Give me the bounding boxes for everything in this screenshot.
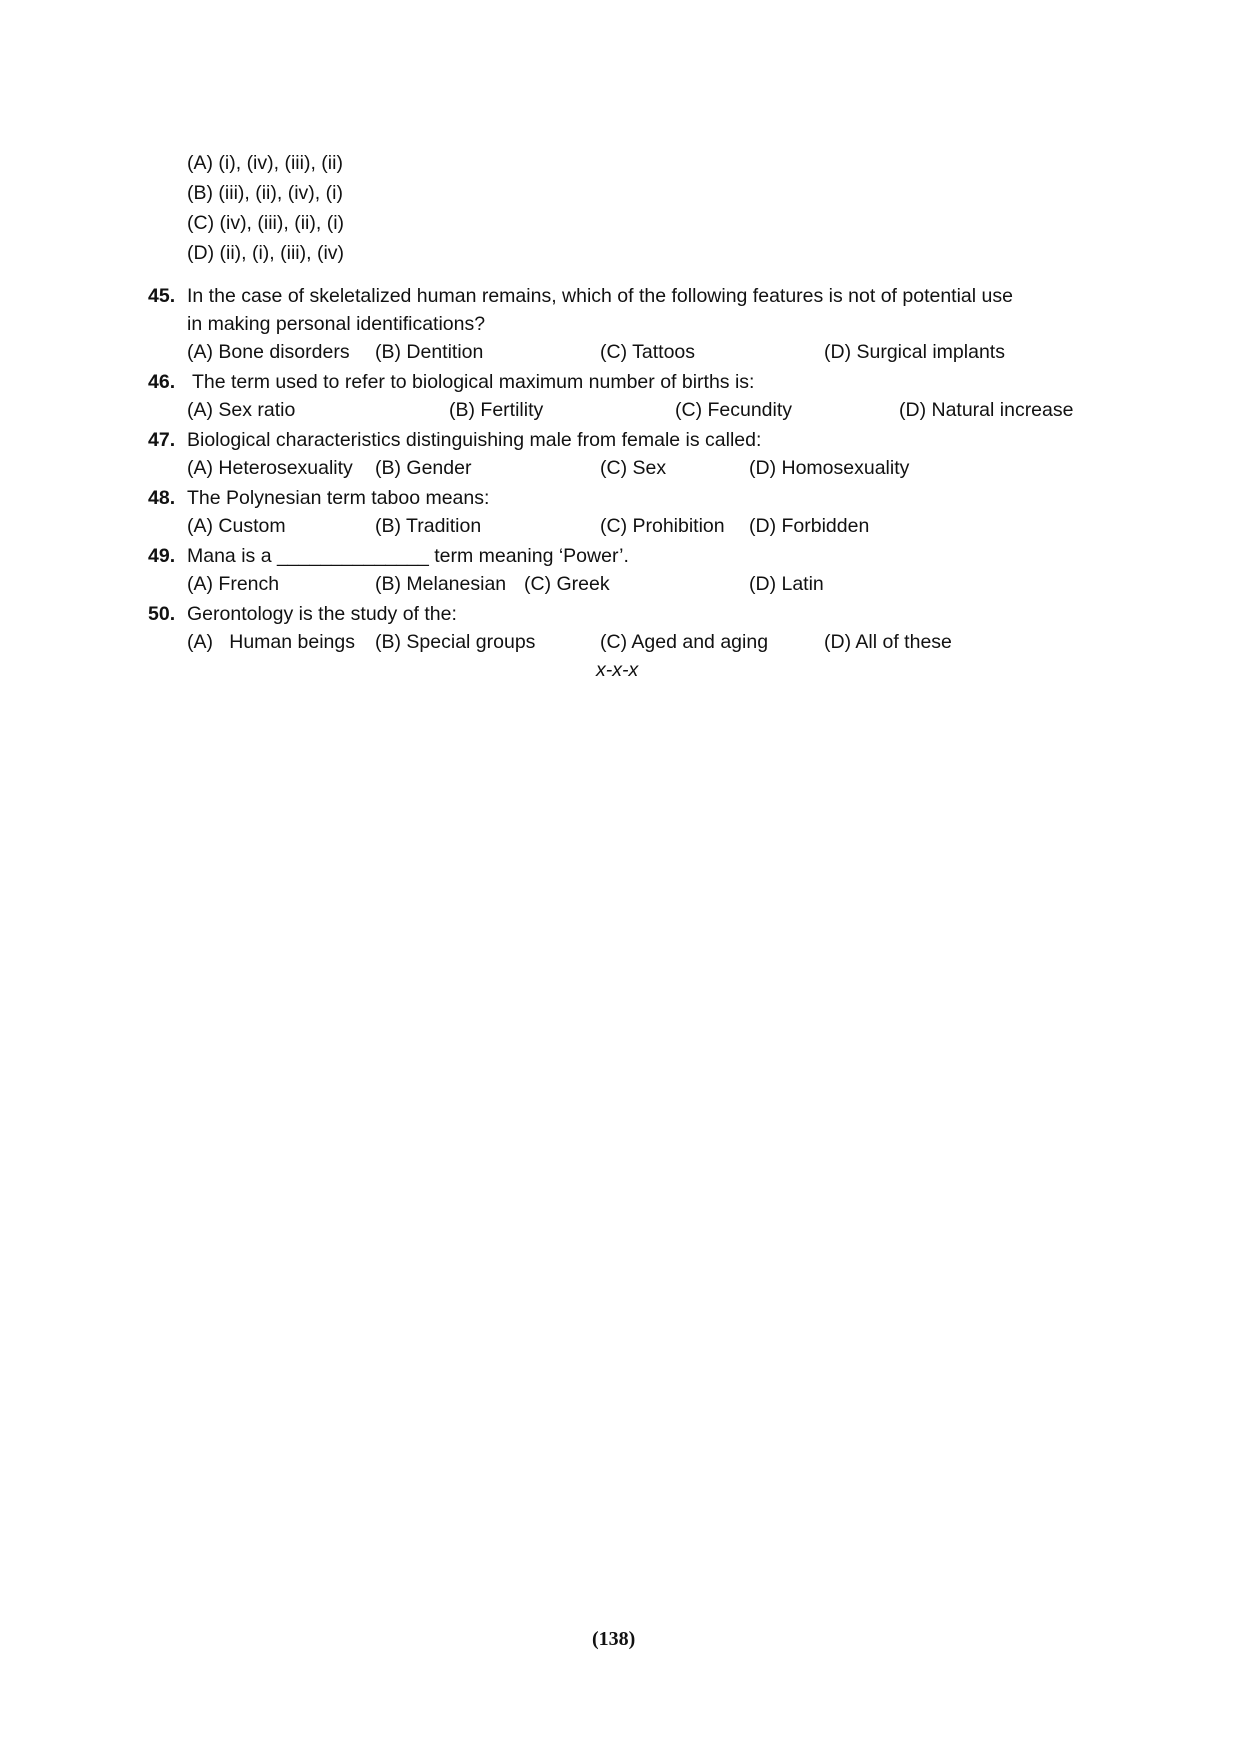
question-47-option-c: (C) Sex (600, 457, 667, 479)
question-47-option-b: (B) Gender (375, 457, 472, 479)
prev-option-b: (B) (iii), (ii), (iv), (i) (187, 182, 343, 204)
question-50-option-b: (B) Special groups (375, 631, 536, 653)
question-48-option-a: (A) Custom (187, 515, 286, 537)
prev-option-d: (D) (ii), (i), (iii), (iv) (187, 242, 345, 264)
question-48-option-c: (C) Prohibition (600, 515, 725, 537)
question-50-option-a: (A) Human beings (187, 631, 355, 653)
question-47-option-a: (A) Heterosexuality (187, 457, 353, 479)
question-49-option-a: (A) French (187, 573, 280, 595)
question-47-number: 47. (148, 429, 176, 451)
question-49-option-c: (C) Greek (524, 573, 610, 595)
question-50-option-c: (C) Aged and aging (600, 631, 769, 653)
question-50-text: Gerontology is the study of the: (187, 603, 457, 625)
question-47-option-d: (D) Homosexuality (749, 457, 910, 479)
end-of-questions-mark: x-x-x (596, 659, 639, 681)
question-45-option-d: (D) Surgical implants (824, 341, 1005, 363)
question-50-number: 50. (148, 603, 176, 625)
question-48-text: The Polynesian term taboo means: (187, 487, 490, 509)
question-45-option-a: (A) Bone disorders (187, 341, 350, 363)
question-46-option-d: (D) Natural increase (899, 399, 1074, 421)
question-49-option-b: (B) Melanesian (375, 573, 507, 595)
page-number: (138) (592, 1628, 636, 1650)
question-45-option-c: (C) Tattoos (600, 341, 696, 363)
question-48-number: 48. (148, 487, 176, 509)
question-49-option-d: (D) Latin (749, 573, 824, 595)
question-46-option-b: (B) Fertility (449, 399, 544, 421)
question-45-text-line1: In the case of skeletalized human remains, which of the following features is not of potential use (187, 285, 1013, 307)
prev-option-c: (C) (iv), (iii), (ii), (i) (187, 212, 345, 234)
question-46-option-c: (C) Fecundity (675, 399, 793, 421)
prev-option-a: (A) (i), (iv), (iii), (ii) (187, 152, 343, 174)
question-48-option-b: (B) Tradition (375, 515, 482, 537)
question-48-option-d: (D) Forbidden (749, 515, 870, 537)
question-46-text: The term used to refer to biological maximum number of births is: (192, 371, 755, 393)
question-49-number: 49. (148, 545, 176, 567)
question-47-text: Biological characteristics distinguishing male from female is called: (187, 429, 762, 451)
question-49-text: Mana is a ______________ term meaning ‘Power’. (187, 545, 629, 567)
question-45-text-line2: in making personal identifications? (187, 313, 486, 335)
question-50-option-d: (D) All of these (824, 631, 952, 653)
question-46-number: 46. (148, 371, 176, 393)
question-45-option-b: (B) Dentition (375, 341, 484, 363)
question-45-number: 45. (148, 285, 176, 307)
question-46-option-a: (A) Sex ratio (187, 399, 296, 421)
